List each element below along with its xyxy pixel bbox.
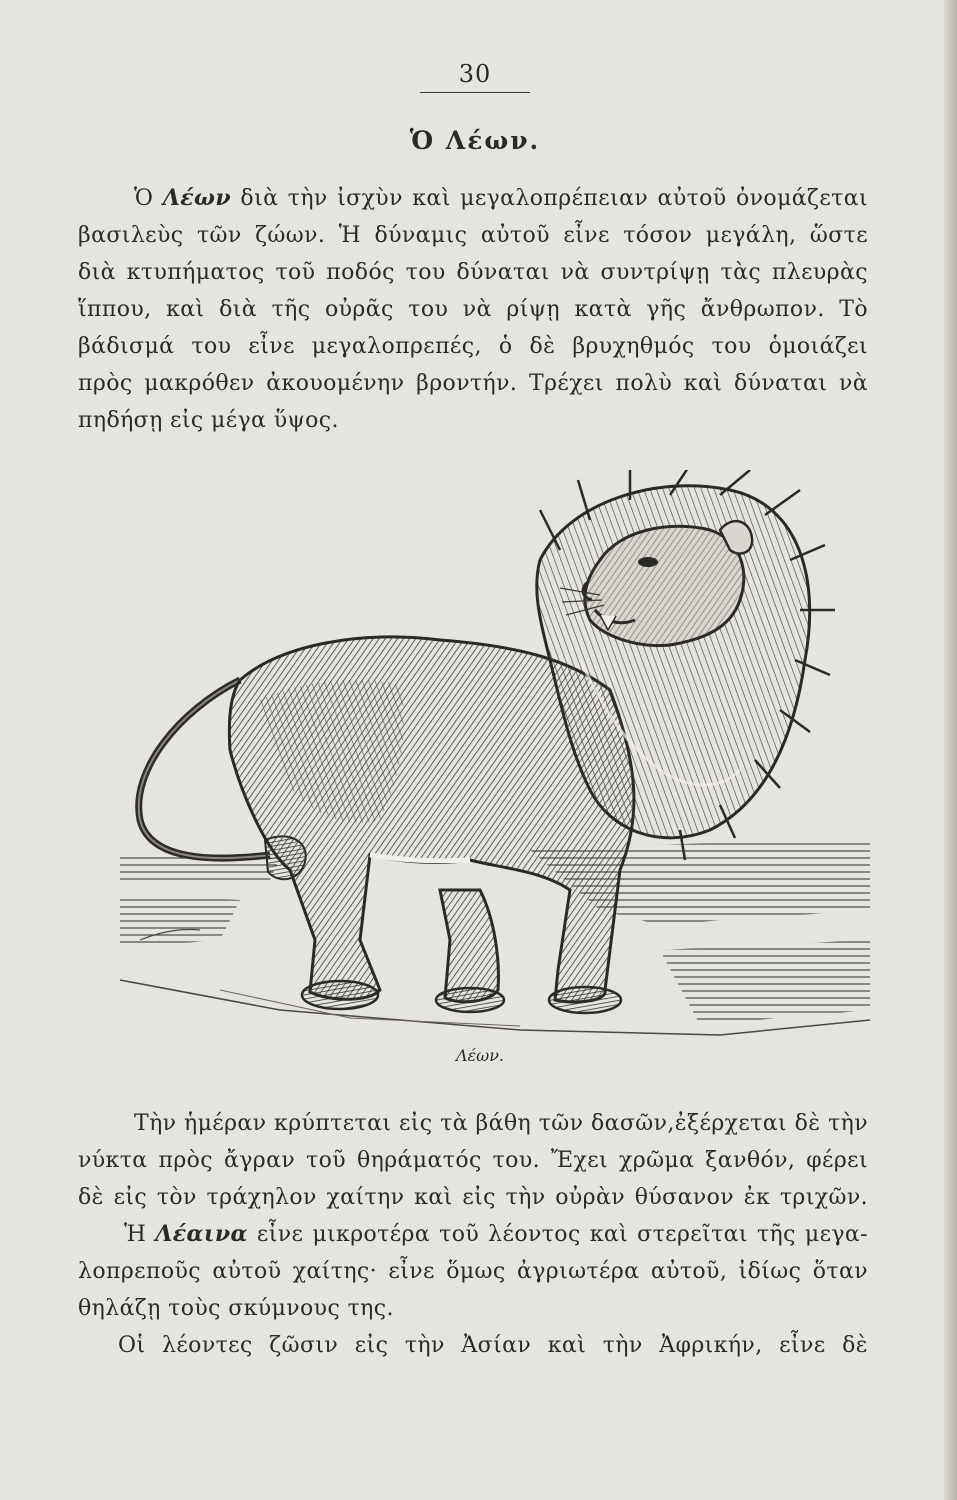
text-line: λοπρεποῦς αὐτοῦ χαίτης· εἶνε ὅμως ἀγριωτέρα αὐτοῦ, ἰδίως ὅταν (78, 1259, 868, 1284)
text-line: ἵππου, καὶ διὰ τῆς οὐρᾶς του νὰ ρίψῃ κατὰ γῆς ἄνθρωπον. Τὸ (78, 297, 868, 322)
text-line: θηλάζῃ τοὺς σκύμνους της. (78, 1296, 394, 1321)
text-line: πρὸς μακρόθεν ἀκουομένην βροντήν. Τρέχει πολὺ καὶ δύναται νὰ (78, 371, 868, 396)
emphasis-term: Λέαινα (155, 1221, 248, 1247)
paragraph-lion-habits (78, 1105, 868, 1364)
text-line: βασιλεὺς τῶν ζώων. Ἡ δύναμις αὐτοῦ εἶνε τόσον μεγάλη, ὥστε (78, 223, 868, 248)
text-line: βάδισμά του εἶνε μεγαλοπρεπές, ὁ δὲ βρυχηθμός του ὁμοιάζει (78, 334, 868, 359)
text-line: Ὁ Λέων διὰ τὴν ἰσχὺν καὶ μεγαλοπρέπειαν αὐτοῦ ὀνομάζεται (134, 185, 868, 211)
text-line: Οἱ λέοντες ζῶσιν εἰς τὴν Ἀσίαν καὶ τὴν Ἀφρικήν, εἶνε δὲ (118, 1333, 868, 1358)
text-line: δὲ εἰς τὸν τράχηλον χαίτην καὶ εἰς τὴν οὐρὰν θύσανον ἐκ τριχῶν. (78, 1185, 868, 1210)
emphasis-term: Λέων (162, 185, 231, 211)
text-line: πηδήσῃ εἰς μέγα ὕψος. (78, 408, 339, 433)
text-line: διὰ κτυπήματος τοῦ ποδός του δύναται νὰ συντρίψῃ τὰς πλευρὰς (78, 260, 868, 285)
lion-engraving-illustration (100, 470, 890, 1050)
paragraph-lion-intro (78, 180, 868, 439)
text-line: Τὴν ἡμέραν κρύπτεται εἰς τὰ βάθη τῶν δασῶν,ἐξέρχεται δὲ τὴν (134, 1111, 868, 1136)
chapter-title: Ὁ Λέων. (409, 126, 541, 155)
page-number-rule (420, 92, 530, 93)
page-spine-shadow (944, 0, 957, 1500)
text-line: νύκτα πρὸς ἄγραν τοῦ θηράματός του. Ἔχει χρῶμα ξανθόν, φέρει (78, 1148, 868, 1173)
text-line: Ἡ Λέαινα εἶνε μικροτέρα τοῦ λέοντος καὶ στερεῖται τῆς μεγα- (124, 1221, 869, 1247)
page-number: 30 (458, 60, 492, 88)
figure-caption: Λέων. (456, 1046, 504, 1065)
